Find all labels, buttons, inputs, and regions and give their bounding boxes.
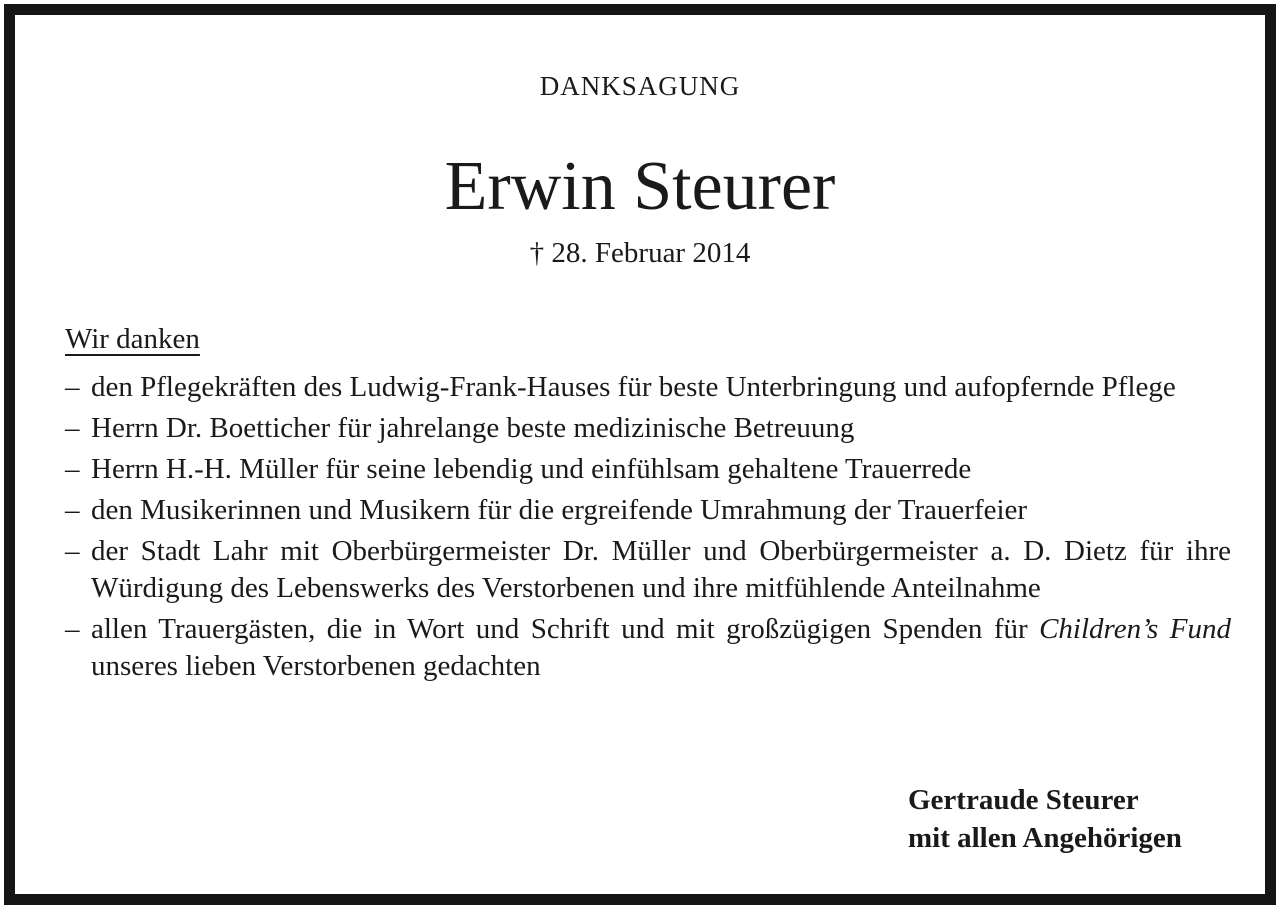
thanks-item <box>65 369 1231 406</box>
dash-bullet: – <box>65 535 80 567</box>
signature-relatives: mit allen Angehörigen <box>908 822 1182 854</box>
thanks-item <box>65 410 1231 447</box>
signature-name: Gertraude Steurer <box>908 784 1139 816</box>
dash-bullet: – <box>65 613 80 645</box>
thanks-item-text: den Musikerinnen und Musikern für die ergreifende Umrahmung der Trauerfeier <box>91 494 1028 526</box>
dash-bullet: – <box>65 412 80 444</box>
obituary-notice-frame <box>4 4 1276 905</box>
signature-block <box>908 781 1182 857</box>
thanks-list <box>65 369 1231 689</box>
thanks-item <box>65 611 1231 685</box>
thanks-item <box>65 533 1231 607</box>
dash-bullet: – <box>65 453 80 485</box>
thanks-item-text: Herrn H.-H. Müller für seine lebendig und einfühlsam gehaltene Trauerrede <box>91 453 972 485</box>
thanks-item-text-before: allen Trauergästen, die in Wort und Schrift und mit großzügigen Spenden für <box>91 613 1040 645</box>
thanks-item-text: den Pflegekräften des Ludwig-Frank-Hauses für beste Unterbringung und aufopfernde Pflege <box>91 371 1176 403</box>
thanks-item-text-after: unseres lieben Verstorbenen gedachten <box>91 650 541 682</box>
thanks-item <box>65 492 1231 529</box>
notice-heading: DANKSAGUNG <box>539 71 741 101</box>
thanks-item-text: der Stadt Lahr mit Oberbürgermeister Dr. Müller und Oberbürgermeister a. D. Dietz für ihre Würdigung des Lebenswerks des Verstorbenen und ihre mitfühlende Anteilnahme <box>91 535 1231 604</box>
thanks-intro: Wir danken <box>65 323 200 355</box>
death-date: † 28. Februar 2014 <box>529 237 751 269</box>
thanks-item <box>65 451 1231 488</box>
deceased-name: Erwin Steurer <box>444 148 836 225</box>
thanks-item-text: Herrn Dr. Boetticher für jahrelange beste medizinische Betreuung <box>91 412 855 444</box>
dash-bullet: – <box>65 494 80 526</box>
dash-bullet: – <box>65 371 80 403</box>
fund-name: Children’s Fund <box>1039 613 1231 645</box>
